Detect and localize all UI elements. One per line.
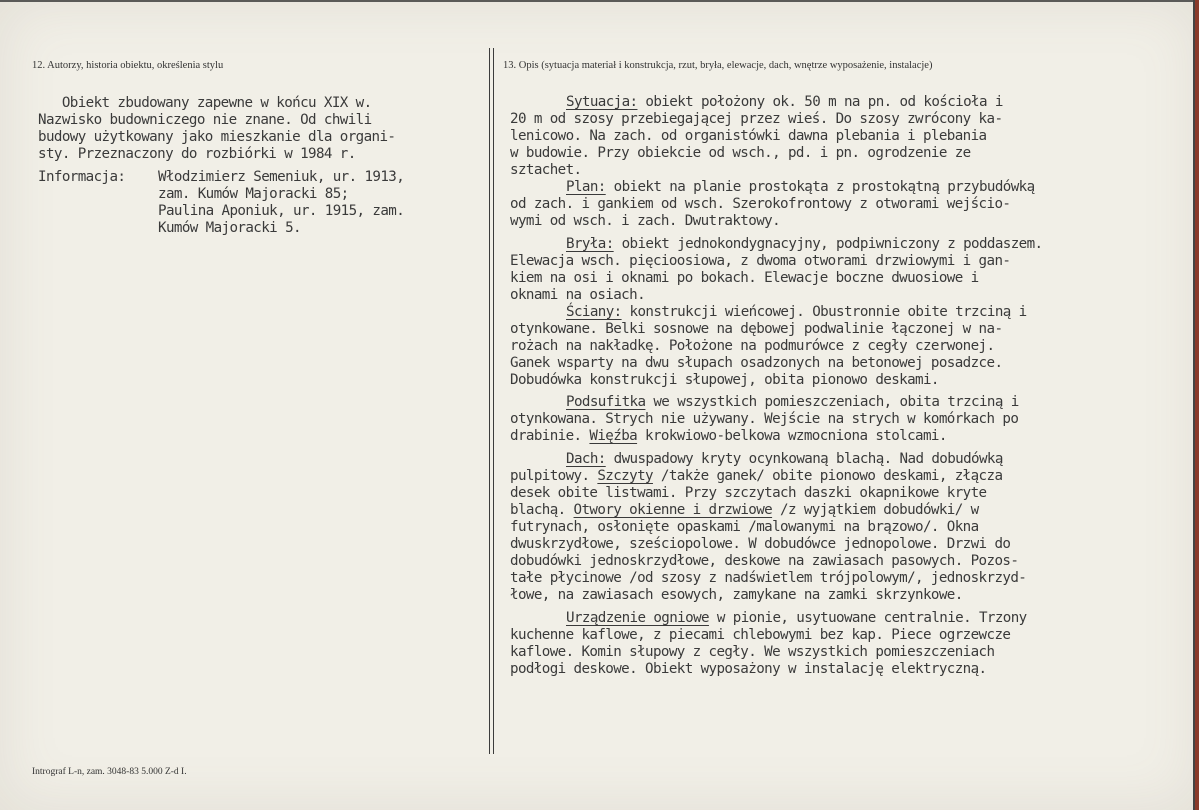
column-divider bbox=[489, 48, 490, 754]
right-edge-line bbox=[1193, 0, 1195, 810]
subheading-szczyty: Szczyty bbox=[597, 468, 653, 484]
text-line: sztachet. bbox=[510, 162, 582, 178]
section-heading: Dach: bbox=[566, 451, 606, 467]
text-line: od zach. i gankiem od wsch. Szerokofrontowy z otworami wejścio- bbox=[510, 196, 1011, 212]
left-paragraph-line: budowy użytkowany jako mieszkanie dla organi- bbox=[38, 129, 396, 145]
text-part: pulpitowy. bbox=[510, 468, 598, 484]
section-text: dwuspadowy kryty ocynkowaną blachą. Nad dobudówką bbox=[605, 451, 1003, 467]
text-line: otynkowana. Strych nie używany. Wejście na strych w komórkach po bbox=[510, 411, 1019, 427]
info-label: Informacja: bbox=[38, 169, 126, 185]
section-text: obiekt jednokondygnacyjny, podpiwniczony z poddaszem. bbox=[613, 236, 1043, 252]
text-part: krokwiowo-belkowa wzmocniona stolcami. bbox=[637, 428, 947, 444]
text-line: kiem na osi i oknami po bokach. Elewacje boczne dwuosiowe i bbox=[510, 270, 979, 286]
text-line: desek obite listwami. Przy szczytach daszki okapnikowe kryte bbox=[510, 485, 987, 501]
subheading-wiezba: Więźba bbox=[589, 428, 638, 444]
text-line: łowe, na zawiasach esowych, zamykane na zamki skrzynkowe. bbox=[510, 587, 963, 603]
section-text: obiekt położony ok. 50 m na pn. od kościoła i bbox=[637, 94, 1003, 110]
column-divider-inner bbox=[493, 48, 494, 754]
section-heading: Ściany: bbox=[566, 304, 622, 320]
left-paragraph-line: sty. Przeznaczony do rozbiórki w 1984 r. bbox=[38, 146, 356, 162]
text-line: kuchenne kaflowe, z piecami chlebowymi bez kap. Piece ogrzewcze bbox=[510, 627, 1011, 643]
text-line: rożach na nakładkę. Położone na podmurówce z cegły czerwonej. bbox=[510, 338, 995, 354]
text-line: dwuskrzydłowe, sześciopolowe. W dobudówce jednopolowe. Drzwi do bbox=[510, 536, 1011, 552]
section-text: w pionie, usytuowane centralnie. Trzony bbox=[708, 610, 1027, 626]
section-podsufitka bbox=[566, 394, 1019, 411]
section-text: we wszystkich pomieszczeniach, obita trzciną i bbox=[645, 394, 1019, 410]
left-paragraph-line: Obiekt zbudowany zapewne w końcu XIX w. bbox=[38, 95, 372, 111]
section-sciany bbox=[566, 304, 1027, 321]
info-line: zam. Kumów Majoracki 85; bbox=[158, 186, 349, 202]
text-line bbox=[510, 468, 1002, 485]
section-heading: Urządzenie ogniowe bbox=[566, 610, 709, 626]
section-heading: Sytuacja: bbox=[566, 94, 638, 110]
text-line: Dobudówka konstrukcji słupowej, obita pionowo deskami. bbox=[510, 372, 939, 388]
left-paragraph-line: Nazwisko budowniczego nie znane. Od chwili bbox=[38, 112, 372, 128]
text-line: Elewacja wsch. pięcioosiowa, z dwoma otworami drzwiowymi i gan- bbox=[510, 253, 1011, 269]
text-line: tałe płycinowe /od szosy z nadświetlem trójpolowym/, jednoskrzyd- bbox=[510, 570, 1027, 586]
header-description: 13. Opis (sytuacja materiał i konstrukcja, rzut, bryła, elewacje, dach, wnętrze wyposażenie, instalacje) bbox=[503, 60, 933, 71]
printer-imprint: Intrograf L-n, zam. 3048-83 5.000 Z-d I. bbox=[32, 767, 187, 777]
text-line: Ganek wsparty na dwu słupach osadzonych na betonowej posadzce. bbox=[510, 355, 1003, 371]
text-line bbox=[510, 502, 979, 519]
top-border bbox=[0, 0, 1199, 2]
text-line: oknami na osiach. bbox=[510, 287, 646, 303]
text-line: 20 m od szosy przebiegającej przez wieś. Do szosy zwrócony ka- bbox=[510, 111, 1003, 127]
section-plan bbox=[566, 179, 1035, 196]
right-edge bbox=[1195, 0, 1199, 810]
text-part: blachą. bbox=[510, 502, 574, 518]
section-urzadzenie-ogniowe bbox=[566, 610, 1027, 627]
section-text: obiekt na planie prostokąta z prostokątną przybudówką bbox=[605, 179, 1035, 195]
text-line: wymi od wsch. i zach. Dwutraktowy. bbox=[510, 213, 781, 229]
info-line: Włodzimierz Semeniuk, ur. 1913, bbox=[158, 169, 405, 185]
header-authors-history: 12. Autorzy, historia obiektu, określenia stylu bbox=[32, 60, 224, 71]
section-bryla bbox=[566, 236, 1043, 253]
section-dach bbox=[566, 451, 1003, 468]
section-heading: Plan: bbox=[566, 179, 606, 195]
info-line: Kumów Majoracki 5. bbox=[158, 220, 301, 236]
text-part: /także ganek/ obite pionowo deskami, złącza bbox=[652, 468, 1003, 484]
text-part: /z wyjątkiem dobudówki/ w bbox=[772, 502, 979, 518]
text-line: podłogi deskowe. Obiekt wyposażony w instalację elektryczną. bbox=[510, 661, 987, 677]
section-heading: Bryła: bbox=[566, 236, 614, 252]
text-line bbox=[510, 428, 947, 445]
text-line: dobudówki jednoskrzydłowe, deskowe na zawiasach pasowych. Pozos- bbox=[510, 553, 1019, 569]
text-line: futrynach, osłonięte opaskami /malowanymi na brązowo/. Okna bbox=[510, 519, 979, 535]
text-line: kaflowe. Komin słupowy z cegły. We wszystkich pomieszczeniach bbox=[510, 644, 995, 660]
text-line: w budowie. Przy obiekcie od wsch., pd. i pn. ogrodzenie ze bbox=[510, 145, 971, 161]
section-heading: Podsufitka bbox=[566, 394, 646, 410]
text-line: otynkowane. Belki sosnowe na dębowej podwalinie łączonej w na- bbox=[510, 321, 1003, 337]
section-sytuacja bbox=[566, 94, 1003, 111]
section-text: konstrukcji wieńcowej. Obustronnie obite trzciną i bbox=[621, 304, 1027, 320]
subheading-otwory: Otwory okienne i drzwiowe bbox=[573, 502, 773, 518]
text-line: lenicowo. Na zach. od organistówki dawna plebania i plebania bbox=[510, 128, 987, 144]
text-part: drabinie. bbox=[510, 428, 590, 444]
info-line: Paulina Aponiuk, ur. 1915, zam. bbox=[158, 203, 405, 219]
